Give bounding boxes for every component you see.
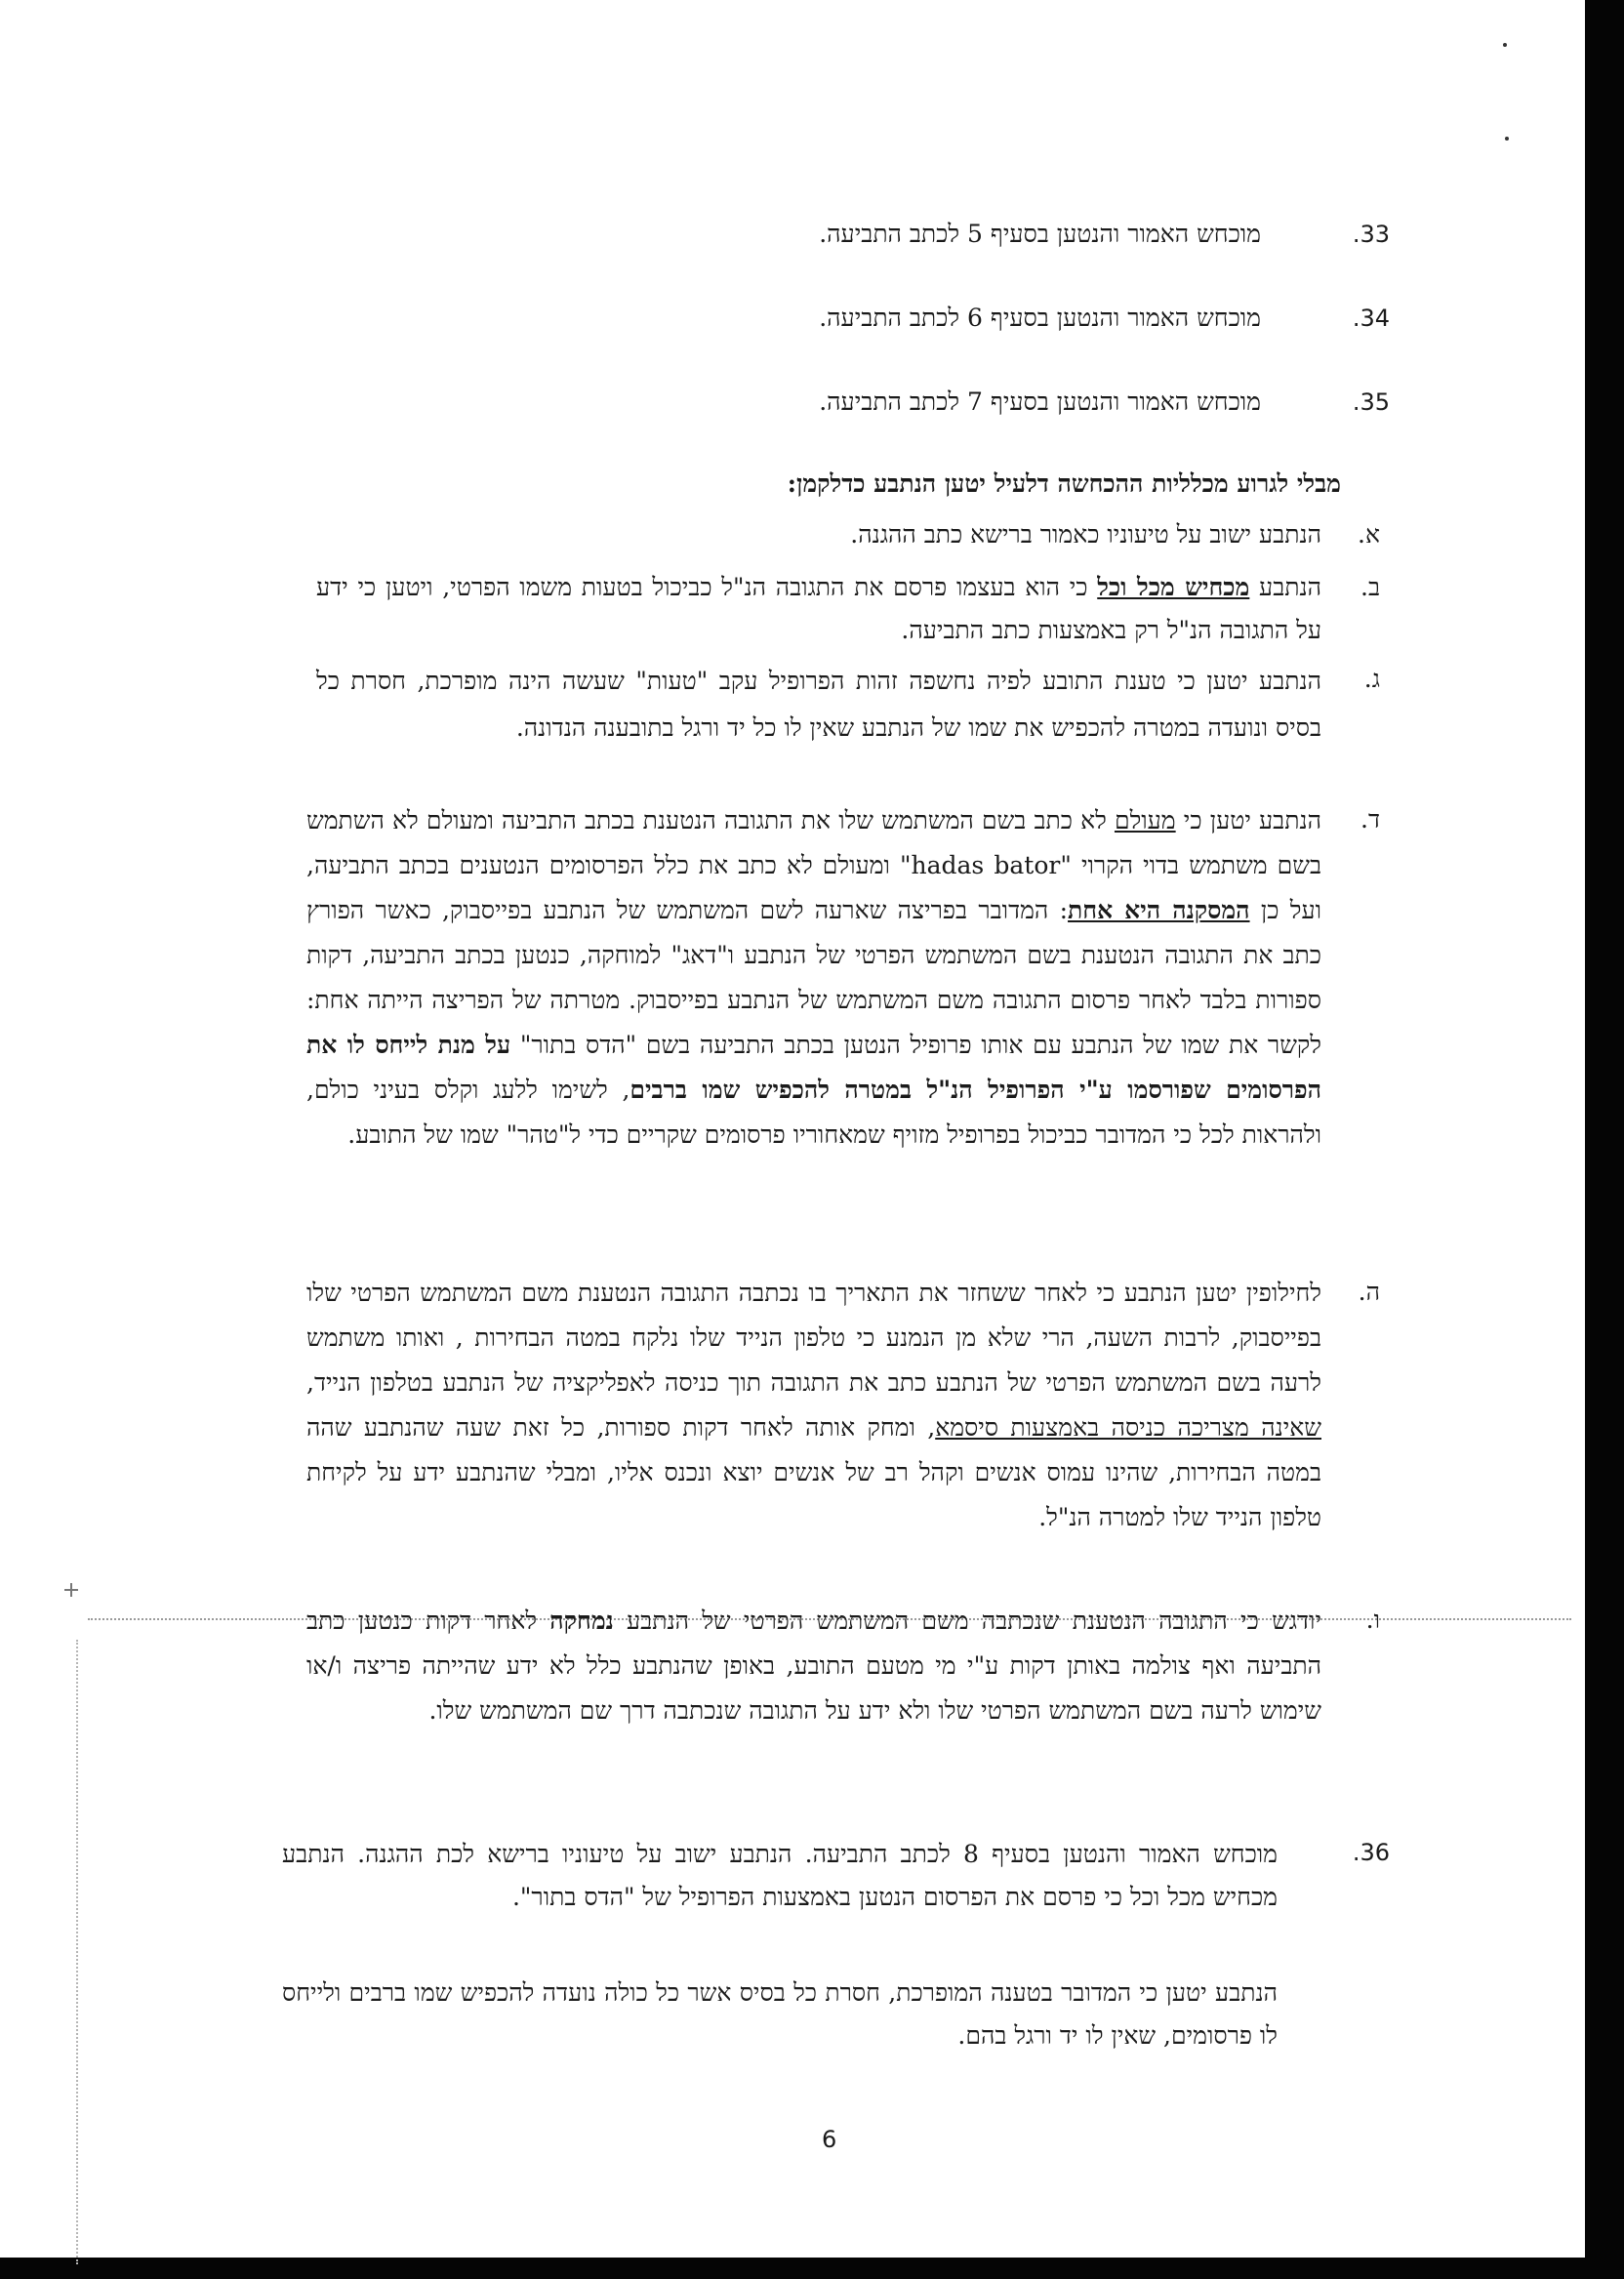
emphasis-purpose: על מנת לייחס לו את הפרסומים שפורסמו ע"י הפרופיל הנ"ל במטרה להכפיש שמו ברבים	[306, 1031, 1321, 1104]
sub-item-a-letter: א.	[1358, 520, 1380, 549]
item-34-text: מוכחש האמור והנטען בסעיף 6 לכתב התביעה.	[819, 304, 1261, 332]
emphasis-deny-all: מכחיש מכל וכל	[1097, 573, 1250, 601]
sub-item-d-text: הנתבע יטען כי מעולם לא כתב בשם המשתמש שלו את התגובה הנטענת בכתב התביעה ומעולם לא השתמש בשם משתמש בדוי הקרוי "hadas bator" ומעולם לא כתב את כלל הפרסומים הנטענים בכתב התביעה, ועל כן המסקנה היא אחת: המדובר בפריצה שארעה לשם המשתמש של הנתבע בפייסבוק, כאשר הפורץ כתב את התגובה הנטענת בשם המשתמש הפרטי של הנתבע ו"דאג" למוחקה, כנטען בכתב התביעה, דקות ספורות בלבד לאחר פרסום התגובה משם המשתמש של הנתבע בפייסבוק. מטרתה של הפריצה הייתה אחת: לקשר את שמו של הנתבע עם אותו פרופיל הנטען בכתב התביעה בשם "הדס בתור" על מנת לייחס לו את הפרסומים שפורסמו ע"י הפרופיל הנ"ל במטרה להכפיש שמו ברבים, לשימו ללעג וקלס בעיני כולם, ולהראות לכל כי המדובר כביכול בפרופיל מזויף שמאחוריו פרסומים שקריים כדי ל"טהר" שמו של התובע.	[306, 806, 1322, 1149]
emphasis-conclusion: המסקנה היא אחת	[1068, 896, 1250, 924]
sub-item-c-letter: ג.	[1363, 665, 1380, 693]
item-36-paragraph-2: הנתבע יטען כי המדובר בטענה המופרכת, חסרת כל בסיס אשר כל כולה נועדה להכפיש שמו ברבים ולייחס לו פרסומים, שאין לו יד ורגל בהם.	[282, 1978, 1278, 2050]
item-34-number: .34	[1352, 305, 1390, 332]
sub-item-f-text: יודגש כי התגובה הנטענת שנכתבה משם המשתמש הפרטי של הנתבע נמחקה לאחר דקות כנטען כתב התביעה ואף צולמה באותן דקות ע"י מי מטעם התובע, באופן שהנתבע כלל לא ידע שהייתה פריצה ו/או שימוש לרעה בשם המשתמש הפרטי שלו ולא ידע על התגובה שנכתבה דרך שם המשתמש שלו.	[306, 1607, 1321, 1725]
sub-item-c-text: הנתבע יטען כי טענת התובע לפיה נחשפה זהות הפרופיל עקב "טעות" שעשה הינה מופרכת, חסרת כל בסיס ונועדה במטרה להכפיש את שמו של הנתבע שאין לו כל יד ורגל בתובענה הנדונה.	[316, 667, 1321, 742]
scan-artifact-mark	[70, 1583, 72, 1597]
item-36-paragraph-1: מוכחש האמור והנטען בסעיף 8 לכתב התביעה. הנתבע ישוב על טיעוניו ברישא לכת ההגנה. הנתבע מכחיש מכל וכל כי פרסם את הפרסום הנטען באמצעות הפרופיל של "הדס בתור".	[282, 1840, 1278, 1911]
sub-item-e-text: לחילופין יטען הנתבע כי לאחר ששחזר את התאריך בו נכתבה התגובה הנטענת משם המשתמש הפרטי שלו בפייסבוק, לרבות השעה, הרי שלא מן הנמנע כי טלפון הנייד שלו נלקח במטה הבחירות , ואותו משתמש לרעה בשם המשתמש הפרטי של הנתבע כתב את התגובה תוך כניסה לאפליקציה של הנתבע בטלפון הנייד, שאינה מצריכה כניסה באמצעות סיסמא, ומחק אותה לאחר דקות ספורות, כל זאת שעה שהנתבע שהה במטה הבחירות, שהינו עמוס אנשים וקהל רב של אנשים יוצא ונכנס אליו, ומבלי שהנתבע ידע על לקיחת טלפון הנייד שלו למטרה הנ"ל.	[306, 1279, 1321, 1531]
item-33-text: מוכחש האמור והנטען בסעיף 5 לכתב התביעה.	[819, 220, 1261, 248]
emphasis-deleted: נמחקה	[549, 1607, 614, 1635]
item-36-number: .36	[1352, 1839, 1390, 1866]
sub-item-b-letter: ב.	[1360, 573, 1380, 601]
emphasis-no-password: שאינה מצריכה כניסה באמצעות סיסמא	[935, 1413, 1321, 1442]
emphasis-never: מעולם	[1114, 806, 1176, 834]
scan-artifact-dots	[76, 1640, 78, 2264]
item-35-text: מוכחש האמור והנטען בסעיף 7 לכתב התביעה.	[819, 387, 1261, 416]
section-heading: מבלי לגרוע מכלליות ההכחשה דלעיל יטען הנתבע כדלקמן:	[787, 469, 1341, 498]
sub-item-d-letter: ד.	[1360, 805, 1380, 834]
sub-item-a-text: הנתבע ישוב על טיעוניו כאמור ברישא כתב ההגנה.	[850, 520, 1321, 549]
scan-speck	[1505, 137, 1509, 141]
item-33-number: .33	[1352, 221, 1390, 248]
scan-border-right	[1585, 0, 1624, 2279]
item-35-number: .35	[1352, 388, 1390, 416]
page-number: 6	[822, 2126, 837, 2153]
sub-item-b-text: הנתבע מכחיש מכל וכל כי הוא בעצמו פרסם את התגובה הנ"ל כביכול בטעות משמו הפרטי, ויטען כי ידע על התגובה הנ"ל רק באמצעות כתב התביעה.	[316, 573, 1321, 644]
scan-speck	[1503, 43, 1507, 47]
sub-item-e-letter: ה.	[1358, 1278, 1380, 1306]
scan-border-bottom	[0, 2258, 1624, 2279]
sub-item-f-letter: ו.	[1365, 1606, 1380, 1634]
